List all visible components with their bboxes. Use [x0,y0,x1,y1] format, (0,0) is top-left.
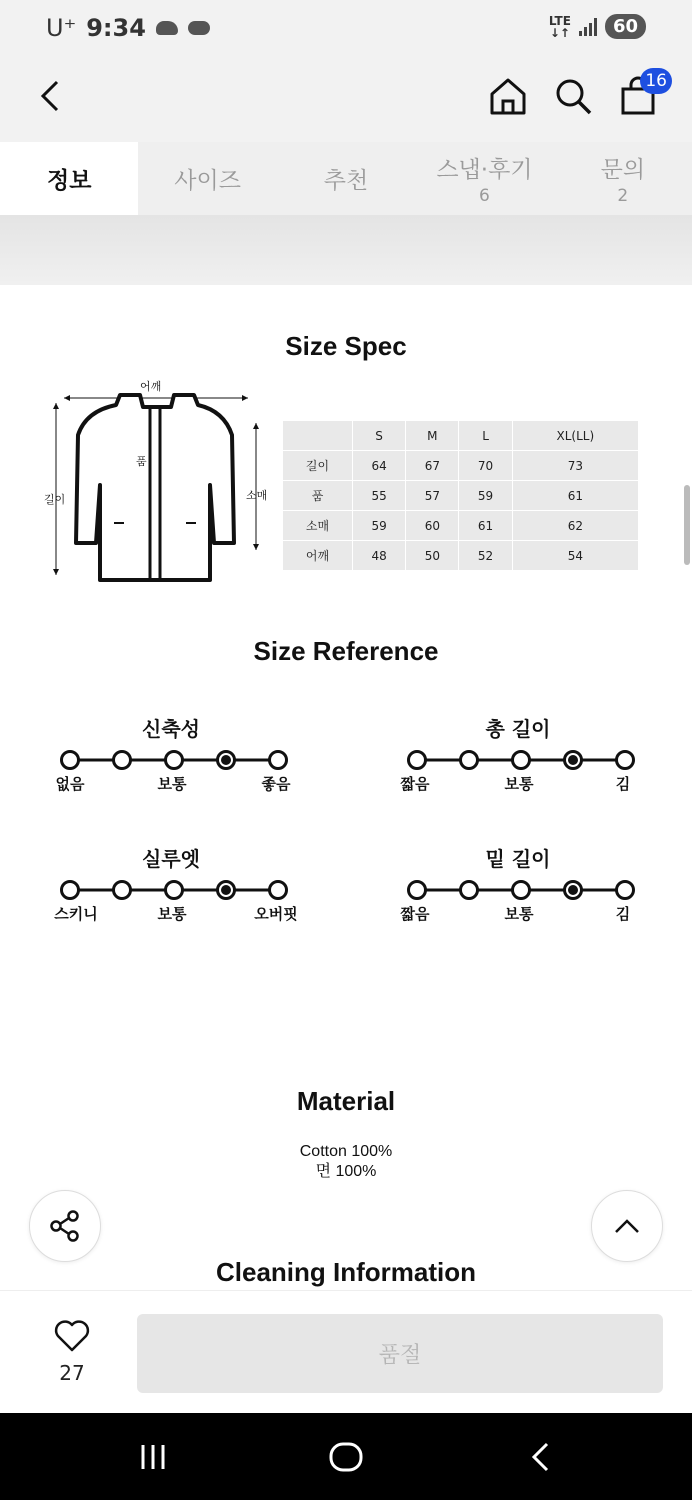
recent-apps-button[interactable] [138,1441,168,1473]
table-row [283,481,639,511]
table-header-cell [283,421,353,451]
scroll-top-button[interactable] [591,1190,663,1262]
scale-label-mid: 보통 [157,905,187,923]
table-cell: 70 [459,451,512,481]
scale-label-low: 짧음 [400,775,430,793]
scale-point [114,752,131,769]
row-label: 길이 [283,451,353,481]
size-reference-title: Size Reference [253,636,439,666]
table-cell: 61 [512,481,638,511]
scale-point [617,752,634,769]
scale-title: 신축성 [142,717,200,741]
scale-total-length [393,713,643,803]
diagram-label-sleeve: 소매 [246,489,268,502]
table-header-cell: S [353,421,406,451]
scale-point [114,882,131,899]
table-cell: 60 [406,511,459,541]
cart-count-badge: 16 [640,68,672,94]
scale-point [409,882,426,899]
back-arrow-icon [38,79,62,113]
scale-title: 밑 길이 [485,847,551,871]
row-label: 어깨 [283,541,353,571]
like-count: 27 [59,1361,85,1385]
scale-label-high: 김 [615,905,631,923]
tab-inquiry[interactable]: 문의 2 [600,157,646,206]
jacket-size-diagram [40,375,280,585]
table-header-cell: M [406,421,459,451]
product-detail-content [0,285,692,1290]
scale-silhouette [46,843,296,933]
material-line-1: Cotton 100% [299,1143,393,1160]
table-cell: 64 [353,451,406,481]
home-circle-icon [328,1441,364,1473]
row-label: 소매 [283,511,353,541]
share-button[interactable] [29,1190,101,1262]
tab-size[interactable]: 사이즈 [174,168,241,194]
scale-track [393,877,643,903]
scale-title: 실루엣 [142,847,200,871]
size-spec-title: Size Spec [285,331,407,361]
table-header-cell: L [459,421,512,451]
sold-out-button[interactable]: 품절 [137,1314,663,1393]
table-cell: 67 [406,451,459,481]
table-cell: 73 [512,451,638,481]
product-tabs [0,142,692,215]
table-header-row [283,421,639,451]
tab-info[interactable]: 정보 [0,142,138,215]
scale-point [617,882,634,899]
diagram-label-shoulder: 어깨 [140,380,162,393]
back-nav-icon [528,1441,552,1473]
share-icon [48,1209,82,1243]
notification-icon [188,21,210,35]
tab-recommend[interactable]: 추천 [323,168,369,194]
table-cell: 54 [512,541,638,571]
scale-point-fill [221,755,231,765]
scale-label-high: 오버핏 [254,905,298,923]
scale-label-low: 짧음 [400,905,430,923]
table-cell: 50 [406,541,459,571]
scale-label-mid: 보통 [504,905,534,923]
table-row [283,451,639,481]
tab-count: 2 [617,186,629,206]
purchase-bar [0,1290,692,1413]
material-title: Material [296,1086,396,1116]
scale-point [166,752,183,769]
scale-point-fill [568,755,578,765]
scale-track [46,747,296,773]
scale-point [62,882,79,899]
search-button[interactable] [551,74,595,118]
scale-elasticity [46,713,296,803]
diagram-label-chest: 품 [136,455,147,468]
scale-point [409,752,426,769]
scale-label-mid: 보통 [157,775,187,793]
chevron-up-icon [612,1216,642,1236]
battery-indicator: 60 [605,14,646,39]
search-icon [553,76,593,116]
scale-rise-length [393,843,643,933]
like-button[interactable] [42,1319,102,1385]
table-row [283,541,639,571]
material-line-2: 면 100% [315,1163,377,1180]
scale-track [393,747,643,773]
home-nav-button[interactable] [328,1441,364,1473]
recent-apps-icon [138,1442,168,1472]
heart-icon [53,1319,91,1353]
scale-point [62,752,79,769]
back-button[interactable] [28,74,72,118]
scale-track [46,877,296,903]
cleaning-info-title: Cleaning Information [216,1257,476,1287]
home-button[interactable] [486,74,530,118]
table-cell: 62 [512,511,638,541]
scale-point [461,882,478,899]
size-spec-table [282,420,639,571]
image-placeholder-band [0,215,692,285]
scale-point [166,882,183,899]
scrollbar[interactable] [684,485,690,565]
diagram-label-length: 길이 [44,493,66,506]
scale-label-low: 스키니 [54,905,98,923]
table-cell: 61 [459,511,512,541]
app-header [0,56,692,142]
scale-label-mid: 보통 [504,775,534,793]
tab-count: 6 [479,186,490,206]
row-label: 품 [283,481,353,511]
carrier-label: U⁺ [46,14,77,42]
table-cell: 59 [353,511,406,541]
table-cell: 52 [459,541,512,571]
clock: 9:34 [86,14,146,42]
scale-point-fill [568,885,578,895]
scale-point [513,752,530,769]
scale-title: 총 길이 [485,717,551,741]
status-bar [0,0,692,56]
table-cell: 59 [459,481,512,511]
table-header-cell: XL(LL) [512,421,638,451]
signal-icon [579,18,597,36]
tab-snap-reviews[interactable]: 스냅·후기 6 [436,157,533,206]
scale-label-low: 없음 [55,775,85,793]
table-row [283,511,639,541]
scale-label-high: 김 [615,775,631,793]
home-icon [488,76,528,116]
scale-point [461,752,478,769]
lte-icon: LTE ↓↑ [548,13,571,40]
table-cell: 55 [353,481,406,511]
system-nav-bar [0,1413,692,1500]
scale-point-fill [221,885,231,895]
scale-point [270,882,287,899]
scale-label-high: 좋음 [261,775,291,793]
notification-icon [156,21,178,35]
table-cell: 48 [353,541,406,571]
scale-point [270,752,287,769]
cart-button[interactable] [616,71,667,118]
scale-point [513,882,530,899]
back-nav-button[interactable] [528,1441,552,1473]
table-cell: 57 [406,481,459,511]
